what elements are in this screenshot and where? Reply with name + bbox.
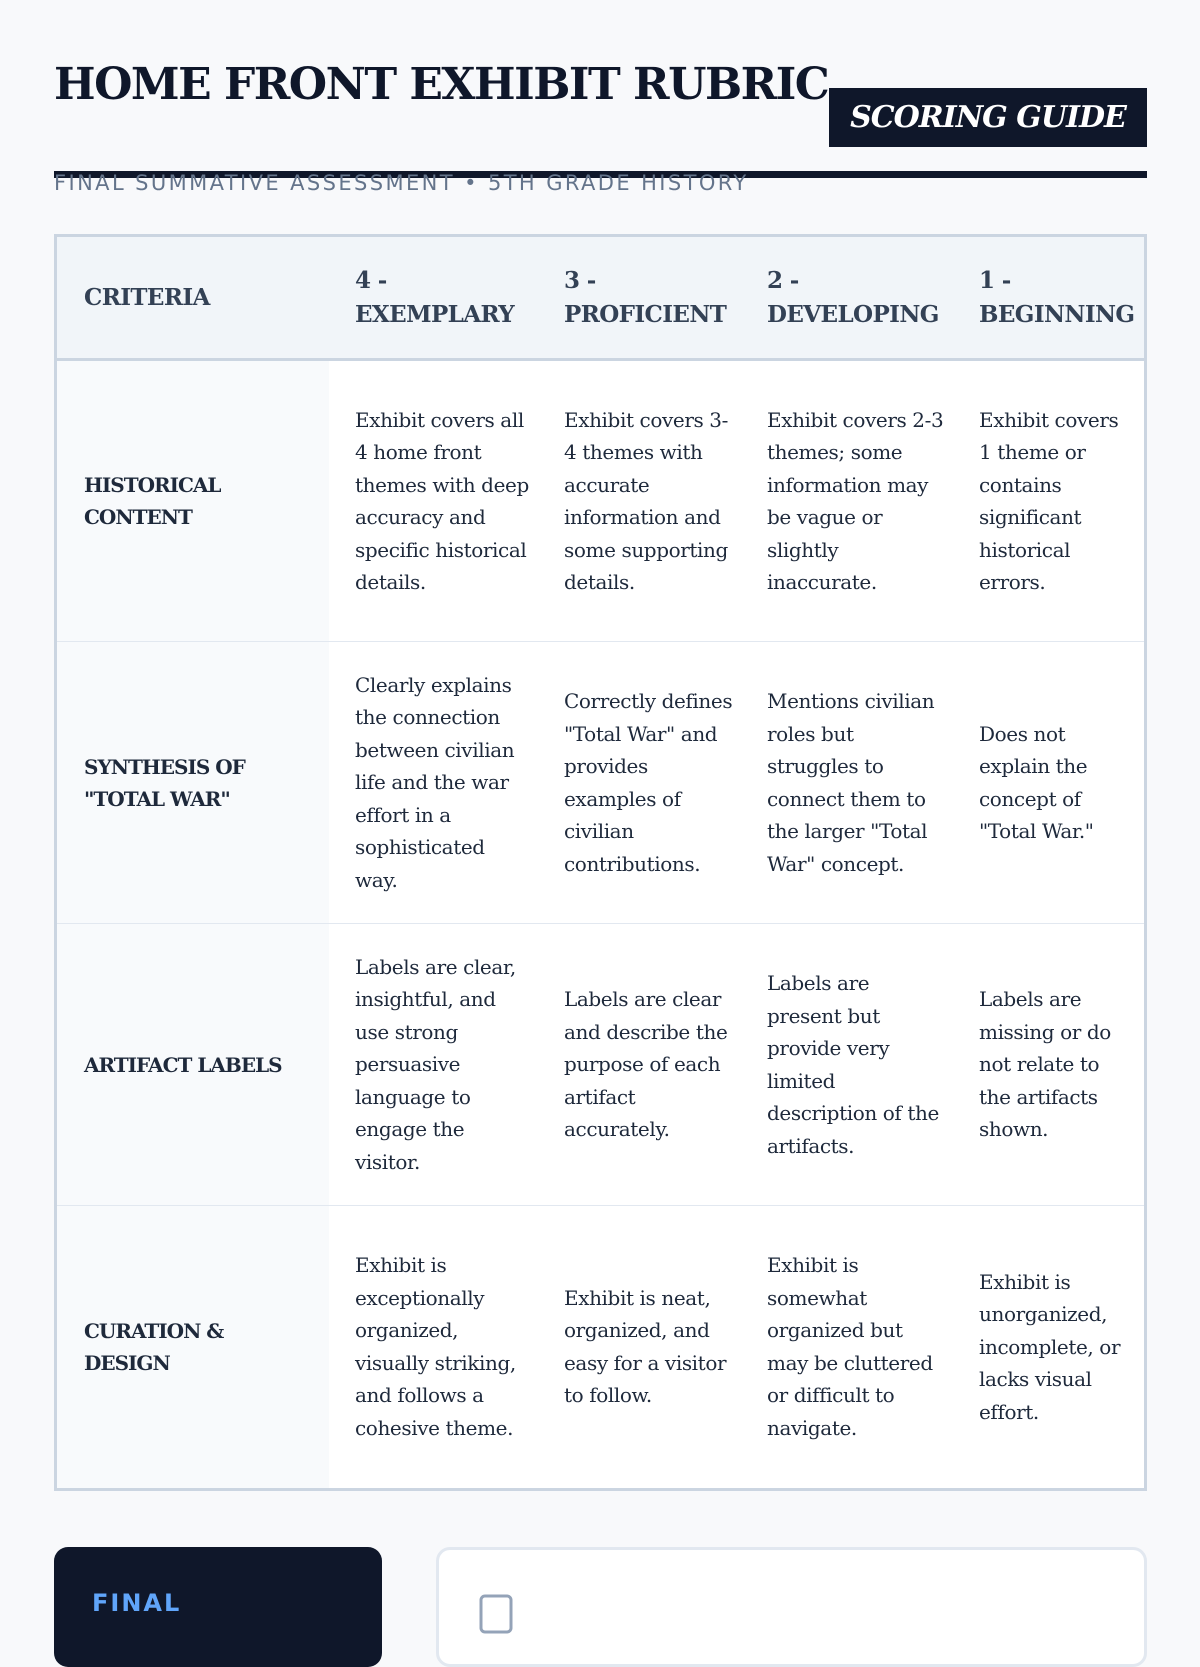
rubric-header-row (57, 237, 1144, 360)
level-2-descriptor: Exhibit is somewhat organized but may be cluttered or difficult to navigate. (741, 1206, 953, 1488)
page-header (54, 56, 1147, 195)
column-header-beginning: 1 - BEGINNING (953, 237, 1144, 360)
scoring-guide-badge: SCORING GUIDE (829, 88, 1147, 147)
level-1-descriptor: Does not explain the concept of "Total War." (953, 642, 1144, 924)
rubric-row-historical-content (57, 360, 1144, 642)
level-3-descriptor: Exhibit is neat, organized, and easy for a visitor to follow. (538, 1206, 741, 1488)
criterion-label: CURATION & DESIGN (57, 1206, 329, 1488)
column-header-developing: 2 - DEVELOPING (741, 237, 953, 360)
level-4-descriptor: Exhibit is exceptionally organized, visually striking, and follows a cohesive theme. (329, 1206, 538, 1488)
criterion-label: SYNTHESIS OF "TOTAL WAR" (57, 642, 329, 924)
level-3-descriptor: Labels are clear and describe the purpose of each artifact accurately. (538, 924, 741, 1206)
notes-icon (479, 1594, 513, 1634)
rubric-row-curation-design (57, 1206, 1144, 1488)
rubric-row-total-war (57, 642, 1144, 924)
level-2-descriptor: Exhibit covers 2-3 themes; some information may be vague or slightly inaccurate. (767, 407, 944, 594)
page-subtitle: FINAL SUMMATIVE ASSESSMENT • 5TH GRADE HISTORY (54, 171, 749, 195)
level-2-descriptor: Labels are present but provide very limited description of the artifacts. (741, 924, 953, 1206)
column-header-proficient: 3 - PROFICIENT (538, 237, 741, 360)
level-1-descriptor: Exhibit covers 1 theme or contains significant historical errors. (979, 407, 1119, 594)
rubric-table (54, 234, 1147, 1491)
final-score-label: FINAL (92, 1589, 182, 1617)
notes-card (436, 1547, 1147, 1667)
level-4-descriptor: Clearly explains the connection between civilian life and the war effort in a sophisticated way. (329, 642, 538, 924)
column-header-criteria: CRITERIA (57, 237, 329, 360)
page-title: HOME FRONT EXHIBIT RUBRIC (54, 59, 829, 110)
level-4-descriptor: Labels are clear, insightful, and use strong persuasive language to engage the visitor. (329, 924, 538, 1206)
criterion-label: HISTORICAL CONTENT (57, 360, 329, 642)
rubric-row-artifact-labels (57, 924, 1144, 1206)
final-score-card (54, 1547, 382, 1667)
criterion-label: ARTIFACT LABELS (57, 924, 329, 1206)
level-2-descriptor: Mentions civilian roles but struggles to connect them to the larger "Total War" concept. (741, 642, 953, 924)
column-header-exemplary: 4 - EXEMPLARY (329, 237, 538, 360)
level-1-descriptor: Exhibit is unorganized, incomplete, or lacks visual effort. (953, 1206, 1144, 1488)
level-3-descriptor: Exhibit covers 3-4 themes with accurate information and some supporting details. (564, 407, 728, 594)
level-4-descriptor: Exhibit covers all 4 home front themes with deep accuracy and specific historical details. (355, 407, 529, 594)
level-1-descriptor: Labels are missing or do not relate to the artifacts shown. (953, 924, 1144, 1206)
level-3-descriptor: Correctly defines "Total War" and provides examples of civilian contributions. (538, 642, 741, 924)
